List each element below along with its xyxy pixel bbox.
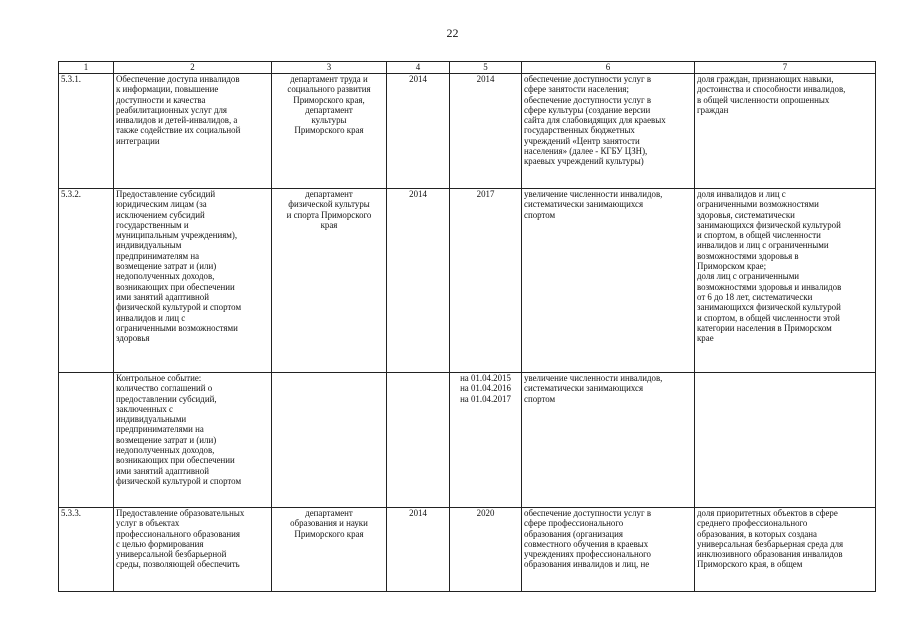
header-cell: 4: [387, 62, 450, 74]
indicator-line: среднего профессионального: [697, 518, 808, 529]
indicator-line: возможностями здоровья в: [697, 250, 799, 261]
header-cell: 6: [522, 62, 695, 74]
activity-line: ими занятий адаптивной: [116, 465, 209, 476]
start-year-cell: [387, 373, 450, 508]
activity-line: физической культурой и спортом: [116, 302, 242, 313]
indicator-cell: [695, 189, 876, 373]
indicator-line: от 6 до 18 лет, систематически: [697, 291, 813, 302]
executor-line: департамент: [305, 508, 353, 518]
activity-line: возмещение затрат и (или): [116, 434, 217, 445]
table-row: [59, 373, 876, 508]
header-cell: 1: [59, 62, 114, 74]
indicator-line: универсальная безбарьерная среда для: [697, 538, 844, 549]
activity-line: инвалидов и лиц с: [116, 312, 186, 323]
activity-line: индивидуальным: [116, 240, 182, 251]
result-cell: [522, 508, 695, 592]
result-line: сайта для слабовидящих для краевых: [524, 115, 666, 126]
activity-line: физической культурой и спортом: [116, 475, 242, 486]
row-code-cell: [59, 373, 114, 508]
executor-cell: [272, 508, 387, 592]
end-year-line: 2020: [476, 508, 495, 518]
activity-line: реабилитационных услуг для: [116, 104, 227, 115]
indicator-line: доля лиц с ограниченными: [697, 271, 800, 282]
activity-line: заключенных с: [116, 403, 173, 414]
activity-line: государственным и: [116, 219, 189, 230]
result-line: учреждениях профессионального: [524, 549, 651, 560]
indicator-line: доля приоритетных объектов в сфере: [697, 508, 838, 518]
table-header-row: [59, 62, 876, 74]
activity-line: ими занятий адаптивной: [116, 291, 209, 302]
indicator-line: образования, в которых создана: [697, 528, 817, 539]
activity-line: услуг в объектах: [116, 518, 180, 529]
result-line: образования инвалидов и лиц, не: [524, 559, 650, 570]
executor-line: департамент: [305, 104, 353, 115]
result-line: сфере занятости населения;: [524, 84, 629, 95]
indicator-line: занимающихся физической культурой: [697, 219, 841, 230]
executor-line: и спорта Приморского: [286, 209, 372, 220]
table-row: [59, 189, 876, 373]
indicator-line: Приморском крае;: [697, 261, 767, 272]
indicator-line: занимающихся физической культурой: [697, 302, 841, 313]
table-row: [59, 74, 876, 189]
executor-cell: [272, 74, 387, 189]
indicator-cell: [695, 508, 876, 592]
result-line: учреждений «Центр занятости: [524, 135, 640, 146]
result-line: увеличение численности инвалидов,: [524, 189, 663, 199]
header-cell: 2: [114, 62, 272, 74]
end-year-line: на 01.04.2016: [460, 383, 511, 394]
result-line: спортом: [524, 393, 556, 404]
executor-line: края: [320, 219, 338, 230]
activity-line: здоровья: [116, 333, 150, 344]
header-cell: 3: [272, 62, 387, 74]
activity-line: недополученных доходов,: [116, 271, 215, 282]
result-line: обеспечение доступности услуг в: [524, 94, 652, 105]
activity-line: также содействие их социальной: [116, 125, 241, 136]
executor-line: Приморского края: [294, 528, 364, 539]
start-year-line: 2014: [409, 508, 427, 518]
activity-line: возникающих при обеспечении: [116, 455, 235, 466]
executor-line: Приморского края,: [293, 94, 365, 105]
result-line: систематически занимающихся: [524, 199, 644, 210]
activity-line: муниципальным учреждениям),: [116, 230, 238, 241]
result-line: совместного обучения в краевых: [524, 538, 649, 549]
activity-line: Предоставление образовательных: [116, 508, 245, 518]
result-cell: [522, 74, 695, 189]
result-line: образования (организация: [524, 528, 623, 539]
activity-line: с целью формирования: [116, 538, 204, 549]
executor-line: культуры: [311, 115, 347, 126]
result-line: краевых учреждений культуры): [524, 156, 644, 167]
row-code-cell: 5.3.2.: [59, 189, 114, 373]
end-year-cell: [450, 373, 522, 508]
result-line: сфере профессионального: [524, 518, 624, 529]
indicator-line: ограниченными возможностями: [697, 199, 819, 210]
activity-cell: [114, 74, 272, 189]
result-line: населения» (далее - КГБУ ЦЗН),: [524, 146, 648, 157]
start-year-cell: [387, 189, 450, 373]
activity-line: предпринимателям на: [116, 250, 200, 261]
activity-line: возмещение затрат и (или): [116, 261, 217, 272]
table-row: [59, 508, 876, 592]
activity-line: исключением субсидий: [116, 209, 205, 220]
indicator-line: в общей численности опрошенных: [697, 94, 830, 105]
start-year-line: 2014: [409, 189, 427, 199]
indicator-line: крае: [697, 333, 714, 344]
result-line: обеспечение доступности услуг в: [524, 508, 652, 518]
activity-line: возникающих при обеспечении: [116, 281, 235, 292]
header-cell: 7: [695, 62, 876, 74]
result-line: сфере культуры (создание версии: [524, 104, 651, 115]
executor-line: Приморского края: [294, 125, 364, 136]
result-line: спортом: [524, 209, 556, 220]
activity-line: универсальной безбарьерной: [116, 549, 227, 560]
indicator-line: здоровья, систематически: [697, 209, 795, 220]
result-line: увеличение численности инвалидов,: [524, 373, 663, 383]
activity-line: индивидуальными: [116, 414, 187, 425]
result-line: государственных бюджетных: [524, 125, 635, 136]
executor-line: образования и науки: [290, 518, 368, 529]
indicator-line: возможностями здоровья и инвалидов: [697, 281, 842, 292]
executor-line: социального развития: [287, 84, 371, 95]
activity-line: количество соглашений о: [116, 383, 213, 394]
activity-line: профессионального образования: [116, 528, 240, 539]
executor-line: физической культуры: [288, 199, 370, 210]
end-year-cell: [450, 508, 522, 592]
result-line: систематически занимающихся: [524, 383, 644, 394]
indicator-line: и спортом, в общей численности этой: [697, 312, 840, 323]
indicator-line: Приморского края, в общем: [697, 559, 803, 570]
activity-line: предпринимателями на: [116, 424, 204, 435]
indicator-line: достоинства и способности инвалидов,: [697, 84, 846, 95]
header-cell: 5: [450, 62, 522, 74]
activity-line: инвалидов и детей-инвалидов, а: [116, 115, 238, 126]
end-year-line: на 01.04.2015: [460, 373, 511, 383]
end-year-cell: [450, 74, 522, 189]
indicator-cell: [695, 74, 876, 189]
indicator-line: инклюзивного образования инвалидов: [697, 549, 843, 560]
start-year-cell: [387, 74, 450, 189]
executor-line: департамент труда и: [290, 74, 368, 84]
result-cell: [522, 373, 695, 508]
activity-cell: [114, 189, 272, 373]
activity-cell: [114, 373, 272, 508]
indicator-line: инвалидов и лиц с ограниченными: [697, 240, 829, 251]
end-year-cell: [450, 189, 522, 373]
activity-line: доступности и качества: [116, 94, 206, 105]
page-number: 22: [446, 26, 459, 40]
executor-line: департамент: [305, 189, 353, 199]
activity-line: Обеспечение доступа инвалидов: [116, 74, 240, 84]
indicator-cell: [695, 373, 876, 508]
row-code-cell: 5.3.1.: [59, 74, 114, 189]
start-year-cell: [387, 508, 450, 592]
indicator-line: граждан: [697, 104, 729, 115]
activity-line: предоставлении субсидий,: [116, 393, 217, 404]
end-year-line: 2014: [476, 74, 495, 84]
activity-cell: [114, 508, 272, 592]
activity-line: интеграции: [116, 135, 160, 146]
end-year-line: 2017: [476, 189, 495, 199]
activity-line: юридическим лицам (за: [116, 199, 207, 210]
executor-cell: [272, 373, 387, 508]
result-line: обеспечение доступности услуг в: [524, 74, 652, 84]
indicator-line: доля граждан, признающих навыки,: [697, 74, 834, 84]
activity-line: Предоставление субсидий: [116, 189, 216, 199]
activity-line: среды, позволяющей обеспечить: [116, 559, 240, 570]
row-code-cell: 5.3.3.: [59, 508, 114, 592]
end-year-line: на 01.04.2017: [460, 393, 511, 404]
activity-line: к информации, повышение: [116, 84, 219, 95]
result-cell: [522, 189, 695, 373]
activity-line: Контрольное событие:: [116, 373, 202, 383]
activity-line: недополученных доходов,: [116, 445, 215, 456]
start-year-line: 2014: [409, 74, 427, 84]
indicator-line: и спортом, в общей численности: [697, 230, 821, 241]
indicator-line: категории населения в Приморском: [697, 322, 832, 333]
indicator-line: доля инвалидов и лиц с: [697, 189, 786, 199]
program-table: [58, 61, 876, 592]
executor-cell: [272, 189, 387, 373]
activity-line: ограниченными возможностями: [116, 322, 238, 333]
